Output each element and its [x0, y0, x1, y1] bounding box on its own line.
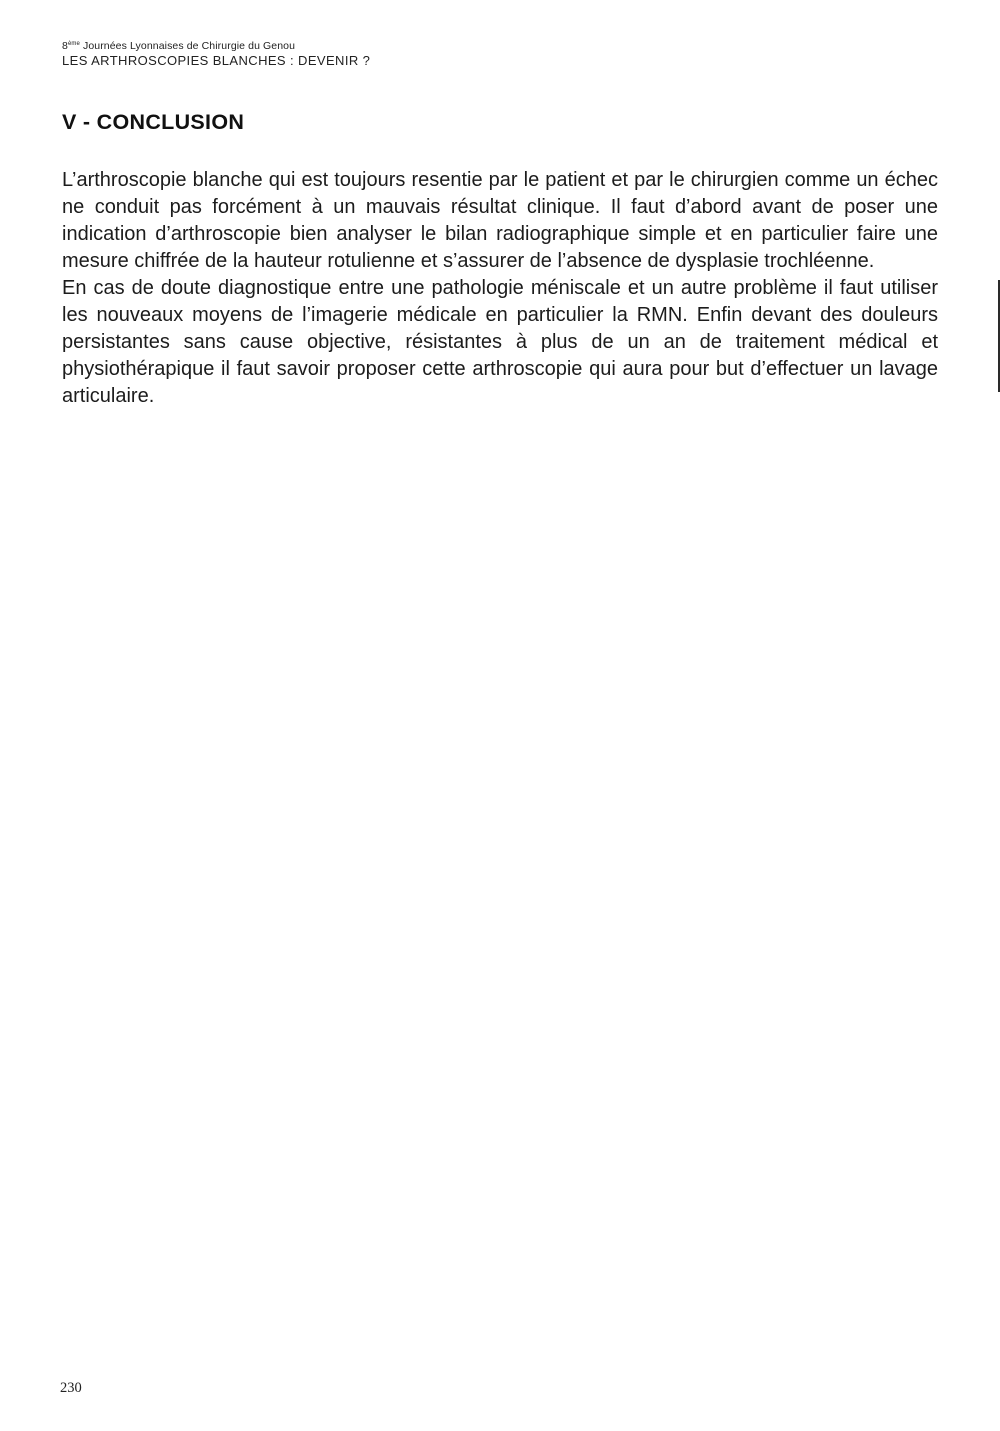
edition-suffix: ème: [67, 41, 80, 47]
page-number: 230: [60, 1380, 82, 1396]
paragraph: L’arthroscopie blanche qui est toujours resentie par le patient et par le chirurgien comme un échec ne conduit pas forcément à un mauvais résultat clinique. Il faut d’abord avant de poser une indication d’arthroscopie bien analyser le bilan radiographique simple et en particulier faire une mesure chiffrée de la hauteur rotulienne et s’assurer de l’absence de dysplasie trochléenne.: [62, 169, 938, 272]
body-text: [62, 167, 938, 410]
paragraph: En cas de doute diagnostique entre une pathologie méniscale et un autre problème il faut utiliser les nouveaux moyens de l’imagerie médicale en particulier la RMN. Enfin devant des douleurs persistantes sans cause objective, résistantes à plus de un an de traitement médical et physiothérapique il faut savoir proposer cette arthroscopie qui aura pour but d’effectuer un lavage articulaire.: [62, 277, 938, 407]
section-title: V - CONCLUSION: [62, 110, 245, 134]
edition-number: 8: [62, 40, 68, 52]
conference-line: [62, 37, 662, 53]
running-header: [62, 37, 662, 68]
conference-name: Journées Lyonnaises de Chirurgie du Genou: [82, 40, 296, 52]
chapter-subtitle: LES ARTHROSCOPIES BLANCHES : DEVENIR ?: [62, 53, 371, 68]
